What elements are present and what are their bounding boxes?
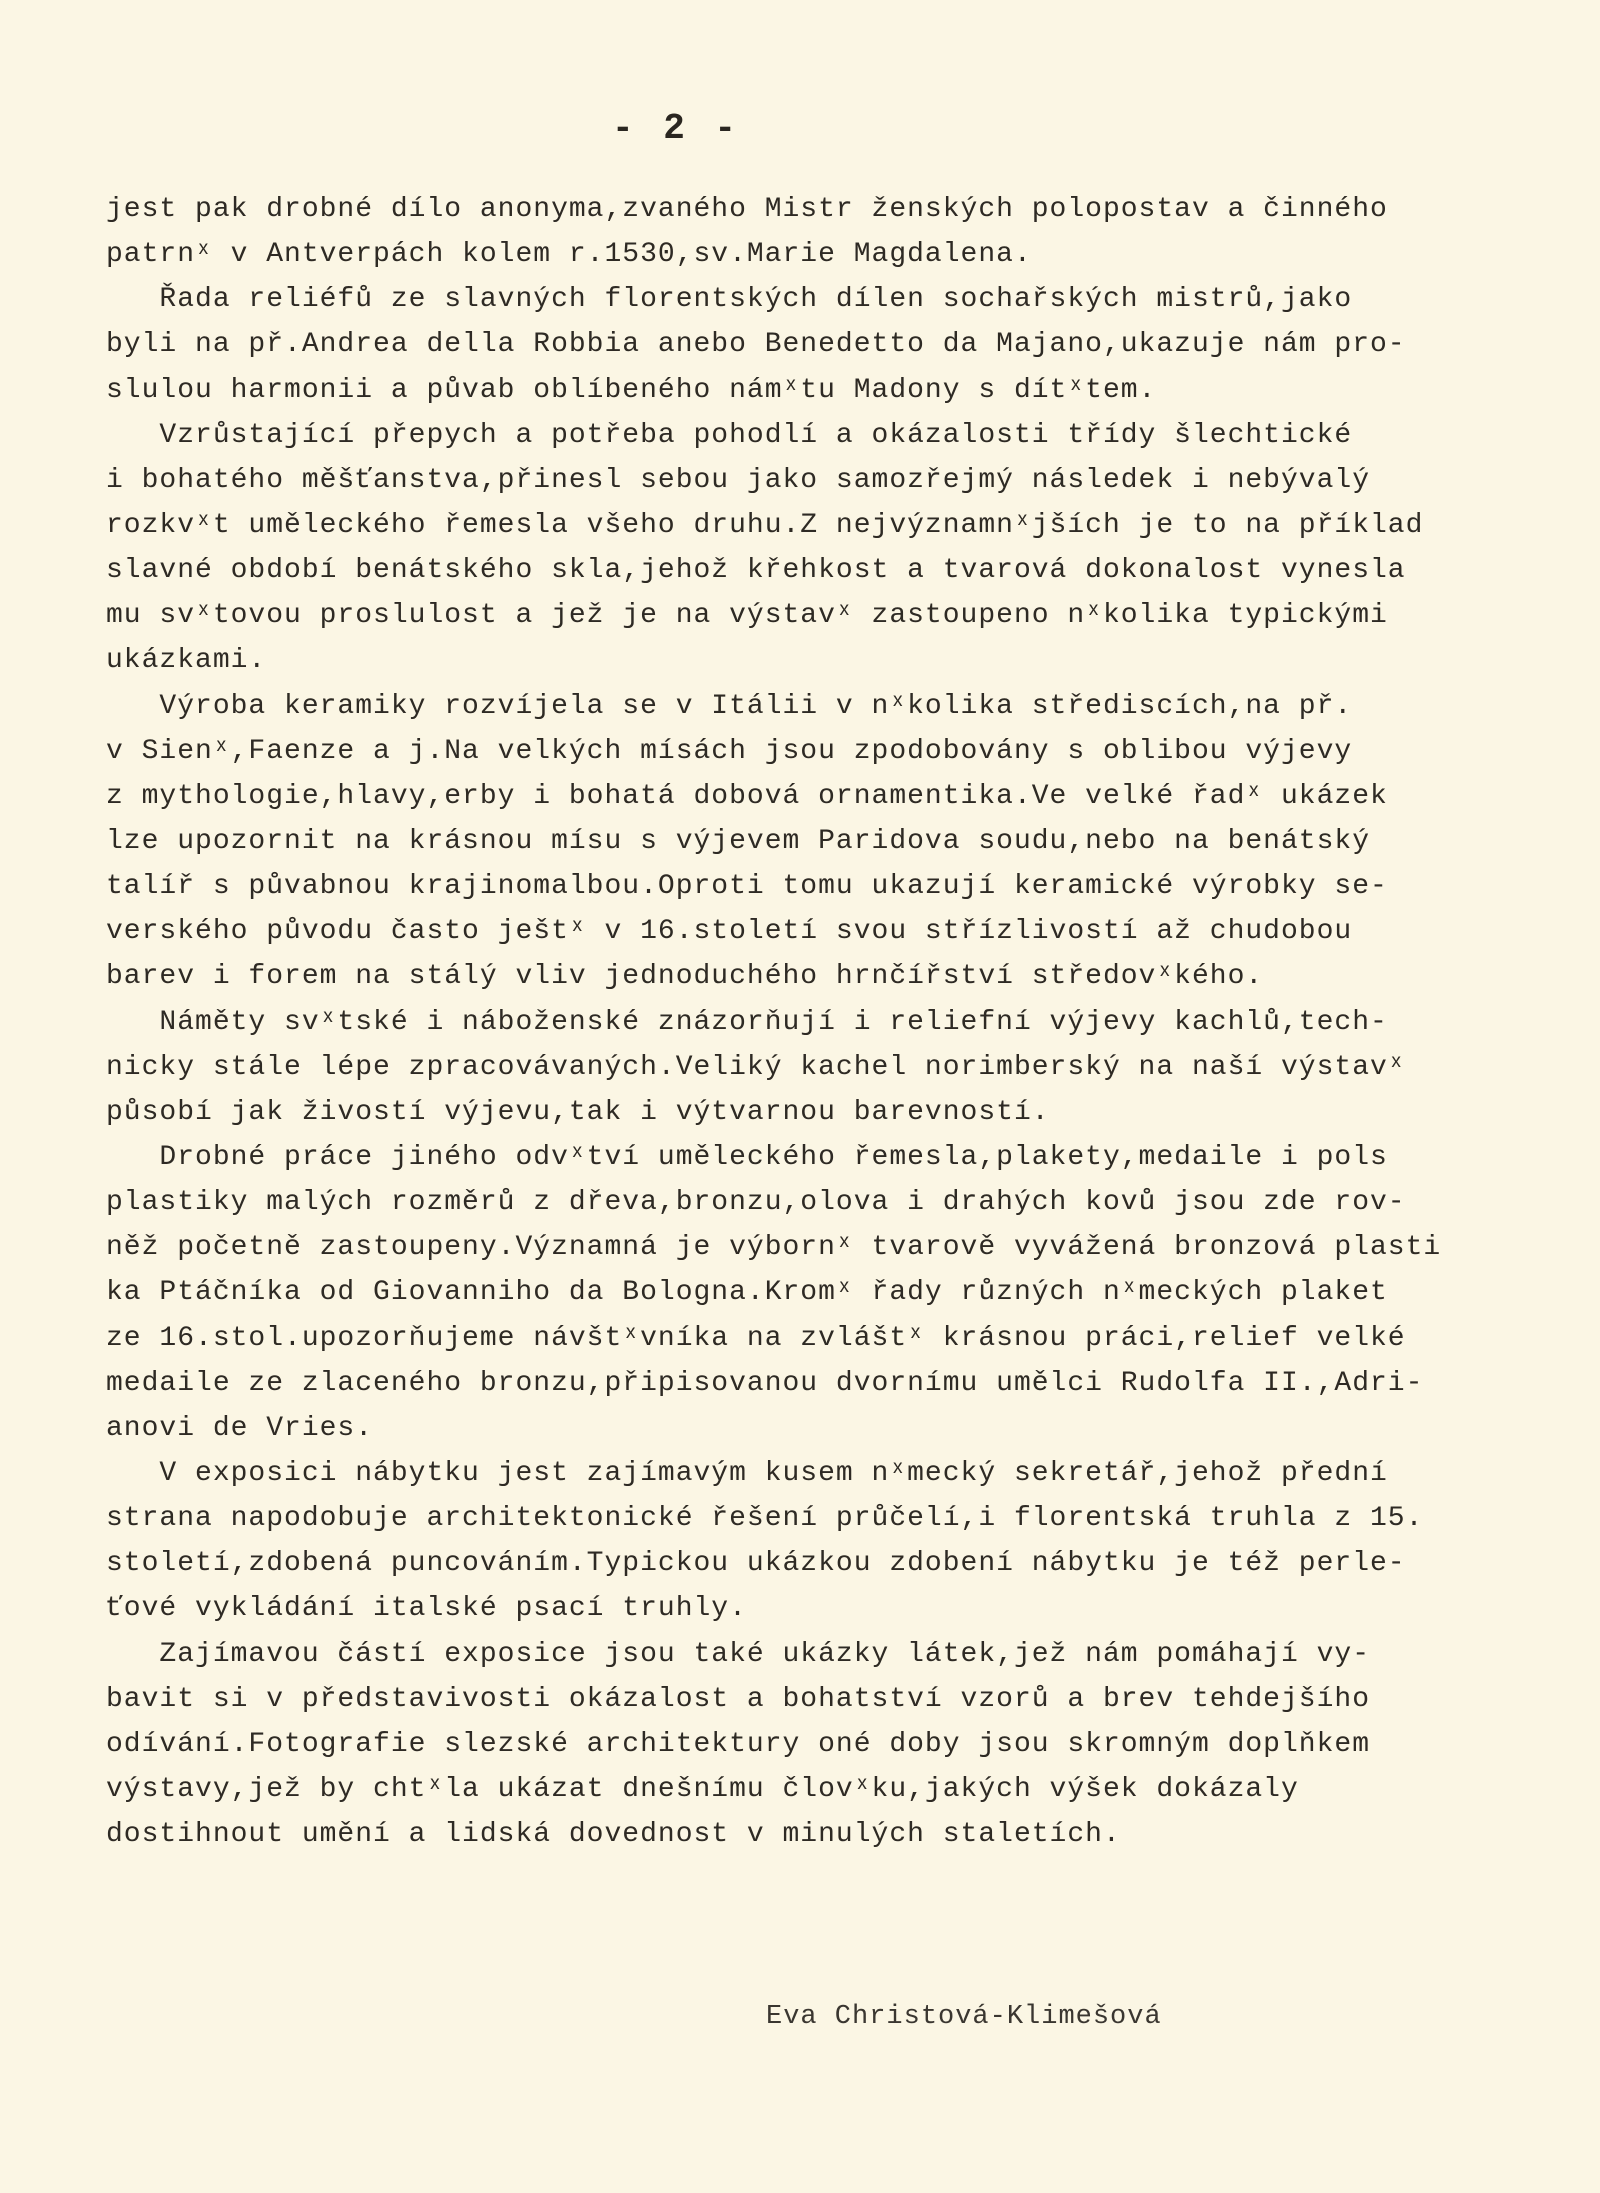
text-line: talíř s půvabnou krajinomalbou.Oproti tomu ukazují keramické výrobky se- — [106, 871, 1388, 903]
text-line: Náměty svˣtské i náboženské znázorňují i reliefní výjevy kachlů,tech- — [106, 1006, 1388, 1038]
text-line: ze 16.stol.upozorňujeme návštˣvníka na zvláštˣ krásnou práci,relief velké — [106, 1322, 1406, 1354]
text-line: výstavy,jež by chtˣla ukázat dnešnímu človˣku,jakých výšek dokázaly — [106, 1773, 1299, 1805]
text-line: jest pak drobné dílo anonyma,zvaného Mistr ženských polopostav a činného — [106, 194, 1388, 225]
text-line: Vzrůstající přepych a potřeba pohodlí a okázalosti třídy šlechtické — [106, 419, 1353, 451]
text-line: plastiky malých rozměrů z dřeva,bronzu,olova i drahých kovů jsou zde rov- — [106, 1187, 1406, 1219]
text-line: v Sienˣ,Faenze a j.Na velkých mísách jsou zpodobovány s oblibou výjevy — [106, 735, 1353, 767]
text-line: medaile ze zlaceného bronzu,připisovanou dvornímu umělci Rudolfa II.,Adri- — [106, 1367, 1424, 1399]
text-line: anovi de Vries. — [106, 1412, 374, 1444]
text-line: patrnˣ v Antverpách kolem r.1530,sv.Marie Magdalena. — [106, 239, 1032, 271]
text-line: něž početně zastoupeny.Významná je výbornˣ tvarově vyvážená bronzová plasti — [106, 1232, 1442, 1264]
text-line: slavné období benátského skla,jehož křehkost a tvarová dokonalost vynesla — [106, 555, 1406, 587]
text-line: Drobné práce jiného odvˣtví uměleckého řemesla,plakety,medaile i pols — [106, 1141, 1388, 1173]
text-line: ka Ptáčníka od Giovanniho da Bologna.Kromˣ řady různých nˣmeckých plaket — [106, 1277, 1388, 1309]
text-line: lze upozornit na krásnou mísu s výjevem Paridova soudu,nebo na benátský — [106, 825, 1370, 857]
text-line: byli na př.Andrea della Robbia anebo Benedetto da Majano,ukazuje nám pro- — [106, 329, 1406, 361]
text-line: mu svˣtovou proslulost a jež je na výstavˣ zastoupeno nˣkolika typickými — [106, 600, 1388, 632]
text-line: Zajímavou částí exposice jsou také ukázky látek,jež nám pomáhají vy- — [106, 1638, 1370, 1670]
body-text — [106, 187, 1576, 1857]
text-line: z mythologie,hlavy,erby i bohatá dobová ornamentika.Ve velké řadˣ ukázek — [106, 780, 1388, 812]
text-line: století,zdobená puncováním.Typickou ukázkou zdobení nábytku je též perle- — [106, 1548, 1406, 1580]
text-line: strana napodobuje architektonické řešení průčelí,i florentská truhla z 15. — [106, 1503, 1424, 1535]
author-signature: Eva Christová-Klimešová — [766, 2002, 1162, 2032]
text-line: rozkvˣt uměleckého řemesla všeho druhu.Z nejvýznamnˣjších je to na příklad — [106, 509, 1424, 541]
text-line: barev i forem na stálý vliv jednoduchého hrnčířství středovˣkého. — [106, 961, 1264, 993]
text-line: i bohatého měšťanstva,přinesl sebou jako samozřejmý následek i nebývalý — [106, 464, 1370, 496]
text-line: odívání.Fotografie slezské architektury oné doby jsou skromným doplňkem — [106, 1728, 1370, 1760]
text-line: V exposici nábytku jest zajímavým kusem nˣmecký sekretář,jehož přední — [106, 1457, 1388, 1489]
text-line: působí jak živostí výjevu,tak i výtvarnou barevností. — [106, 1096, 1050, 1128]
text-line: slulou harmonii a půvab oblíbeného námˣtu Madony s dítˣtem. — [106, 374, 1157, 406]
text-line: Řada reliéfů ze slavných florentských dílen sochařských mistrů,jako — [106, 284, 1353, 316]
text-line: nicky stále lépe zpracovávaných.Veliký kachel norimberský na naší výstavˣ — [106, 1051, 1406, 1083]
text-line: ukázkami. — [106, 645, 267, 677]
text-line: dostihnout umění a lidská dovednost v minulých staletích. — [106, 1819, 1121, 1851]
text-line: ťové vykládání italské psací truhly. — [106, 1593, 747, 1625]
text-line: Výroba keramiky rozvíjela se v Itálii v nˣkolika střediscích,na př. — [106, 690, 1353, 722]
text-line: verského původu často ještˣ v 16.století svou střízlivostí až chudobou — [106, 916, 1353, 948]
page-number: - 2 - — [612, 108, 741, 149]
text-line: bavit si v představivosti okázalost a bohatství vzorů a brev tehdejšího — [106, 1683, 1370, 1715]
